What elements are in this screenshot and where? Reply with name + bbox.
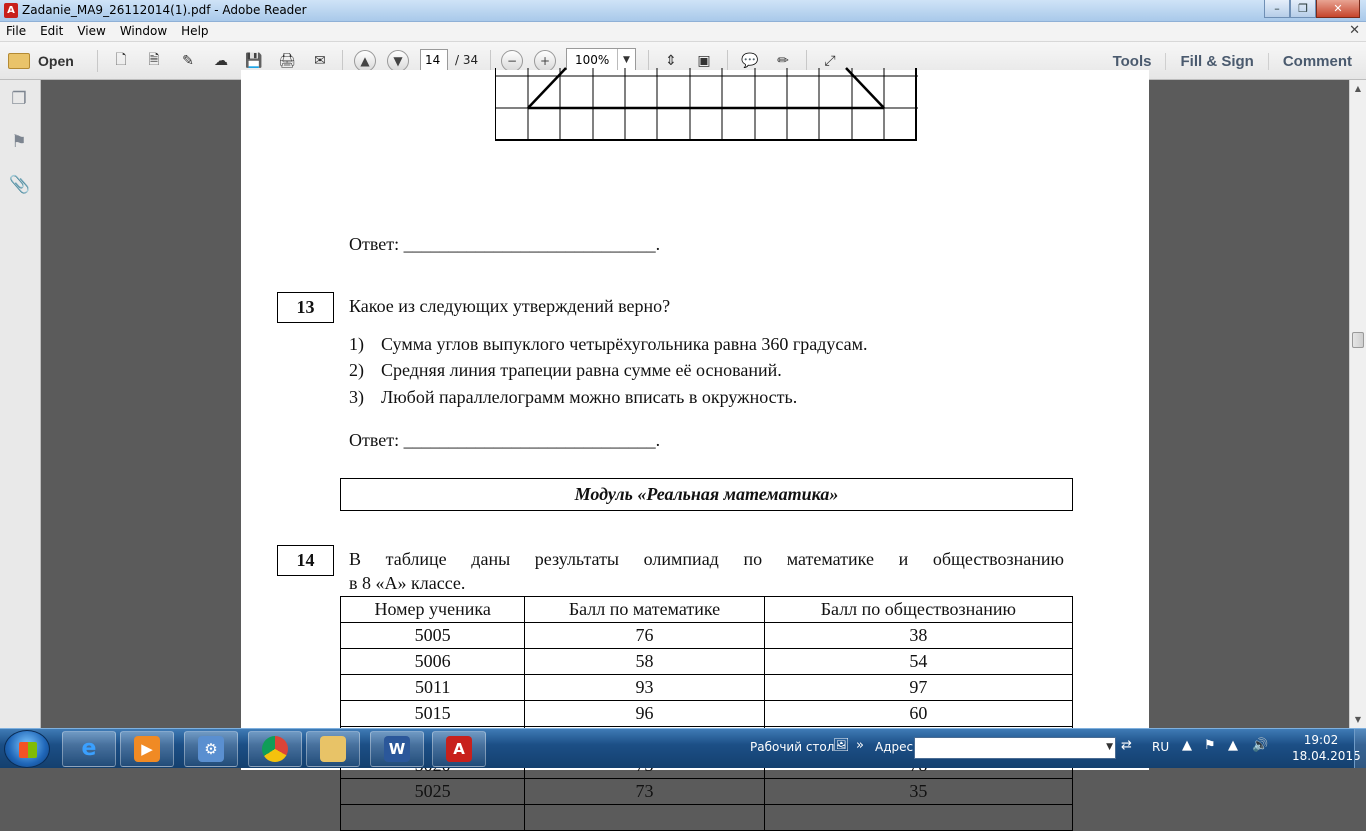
- menu-view[interactable]: View: [77, 24, 106, 38]
- question-14-line-2: в 8 «А» классе.: [349, 573, 466, 593]
- toolbar-separator: [490, 50, 491, 72]
- column-header: Балл по обществознанию: [764, 597, 1072, 623]
- previous-page-button[interactable]: [354, 50, 376, 72]
- go-arrow-icon[interactable]: ⇄: [1121, 738, 1132, 753]
- show-hidden-icons-icon[interactable]: ▲: [1182, 738, 1192, 753]
- cell: [525, 805, 764, 831]
- taskbar-media-player[interactable]: [120, 731, 174, 767]
- bookmark-icon[interactable]: ⚑: [11, 132, 27, 152]
- plus-icon: +: [534, 50, 556, 72]
- question-number-14: 14: [277, 545, 334, 576]
- option-number: 3): [349, 387, 364, 407]
- cell: 96: [525, 701, 764, 727]
- taskbar-word[interactable]: [370, 731, 424, 767]
- desktop-icon[interactable]: 🖼: [833, 738, 850, 753]
- volume-icon[interactable]: 🔊: [1252, 738, 1269, 753]
- cell: 93: [525, 675, 764, 701]
- trapezoid-figure: [496, 68, 918, 141]
- table-row: [341, 779, 1073, 805]
- comment-icon[interactable]: 💬: [741, 53, 759, 69]
- start-button[interactable]: [4, 730, 50, 768]
- edit-pdf-icon[interactable]: ✎: [182, 53, 194, 69]
- answer-line-13: Ответ: ____________________________.: [349, 430, 661, 450]
- option-1: [349, 334, 867, 355]
- minimize-button[interactable]: –: [1264, 0, 1290, 18]
- question-13-text: Какое из следующих утверждений верно?: [349, 296, 671, 316]
- scroll-up-icon[interactable]: ▲: [1354, 84, 1362, 93]
- table-header-row: [341, 597, 1073, 623]
- arrow-up-icon: ▲: [354, 50, 376, 72]
- windows-logo-icon: [19, 742, 37, 758]
- attachment-icon[interactable]: 📎: [9, 175, 31, 195]
- taskbar-control-panel[interactable]: [184, 731, 238, 767]
- page-thumbnails-icon[interactable]: ❐: [11, 89, 27, 109]
- table-row: [341, 805, 1073, 831]
- close-button[interactable]: ✕: [1316, 0, 1360, 18]
- taskbar-internet-explorer[interactable]: [62, 731, 116, 767]
- desktop-toolbar-label[interactable]: Рабочий стол: [750, 740, 835, 754]
- option-number: 2): [349, 360, 364, 380]
- question-number-13: 13: [277, 292, 334, 323]
- cell: 5025: [341, 779, 525, 805]
- toolbar-separator: [97, 50, 98, 72]
- open-label: Open: [38, 53, 74, 69]
- results-table: [340, 596, 1073, 831]
- chrome-icon: [262, 736, 288, 762]
- option-text: Сумма углов выпуклого четырёхугольника равна 360 градусам.: [381, 334, 868, 354]
- cell: 5011: [341, 675, 525, 701]
- arrow-down-icon: ▼: [387, 50, 409, 72]
- navigation-pane: [0, 80, 41, 728]
- option-2: [349, 360, 782, 381]
- cell: 5006: [341, 649, 525, 675]
- table-row: [341, 649, 1073, 675]
- comment-link[interactable]: Comment: [1268, 53, 1366, 70]
- cell: 35: [764, 779, 1072, 805]
- question-14-line-1: В таблице даны результаты олимпиад по математике и обществознанию: [349, 549, 1064, 569]
- menu-help[interactable]: Help: [181, 24, 209, 38]
- cell: 38: [764, 623, 1072, 649]
- internet-explorer-icon: e: [81, 736, 97, 761]
- menu-file[interactable]: File: [6, 24, 27, 38]
- print-icon[interactable]: 🖨: [278, 53, 296, 69]
- menu-bar: [0, 22, 1366, 42]
- fit-page-icon[interactable]: ▣: [697, 53, 711, 69]
- tools-link[interactable]: Tools: [1112, 52, 1152, 70]
- maximize-button[interactable]: ❐: [1290, 0, 1316, 18]
- fit-width-icon[interactable]: ⇕: [665, 53, 677, 69]
- module-heading: Модуль «Реальная математика»: [340, 478, 1073, 511]
- save-icon[interactable]: 💾: [245, 53, 263, 69]
- cell: 97: [764, 675, 1072, 701]
- chevron-icon[interactable]: »: [856, 738, 864, 753]
- folder-icon: [8, 53, 30, 69]
- taskbar-file-explorer[interactable]: [306, 731, 360, 767]
- show-desktop-button[interactable]: [1354, 729, 1366, 768]
- zoom-value: 100%: [575, 53, 610, 67]
- page-number-input[interactable]: 14: [420, 49, 448, 71]
- option-text: Любой параллелограмм можно вписать в окружность.: [381, 387, 798, 407]
- menu-edit[interactable]: Edit: [40, 24, 64, 38]
- email-icon[interactable]: ✉: [314, 53, 326, 69]
- expand-icon[interactable]: ⤢: [824, 53, 836, 69]
- window-title: Zadanie_MA9_26112014(1).pdf - Adobe Reader: [22, 3, 307, 17]
- table-row: [341, 701, 1073, 727]
- highlight-icon[interactable]: ✏: [777, 53, 789, 69]
- clock[interactable]: [1292, 732, 1361, 764]
- title-bar: [0, 0, 1366, 22]
- cell: 60: [764, 701, 1072, 727]
- taskbar-adobe-reader[interactable]: [432, 731, 486, 767]
- upload-cloud-icon[interactable]: ☁: [214, 53, 228, 69]
- column-header: Балл по математике: [525, 597, 764, 623]
- create-pdf-icon[interactable]: 🗋: [115, 52, 127, 68]
- cell: 54: [764, 649, 1072, 675]
- cell: 76: [525, 623, 764, 649]
- vertical-scrollbar[interactable]: [1349, 80, 1366, 728]
- next-page-button[interactable]: [387, 50, 409, 72]
- toolbar-separator: [342, 50, 343, 72]
- network-icon[interactable]: ▲: [1228, 738, 1238, 753]
- clock-time: 19:02: [1303, 733, 1339, 747]
- minus-icon: −: [501, 50, 523, 72]
- scroll-down-icon[interactable]: ▼: [1354, 715, 1362, 724]
- taskbar-chrome[interactable]: [248, 731, 302, 767]
- option-number: 1): [349, 334, 364, 354]
- fill-sign-link[interactable]: Fill & Sign: [1165, 53, 1267, 70]
- cell: 5015: [341, 701, 525, 727]
- address-label: Адрес: [875, 740, 914, 754]
- close-document-icon[interactable]: ✕: [1349, 23, 1360, 38]
- answer-line-12: Ответ: ____________________________.: [349, 234, 661, 254]
- menu-window[interactable]: Window: [119, 24, 168, 38]
- word-icon: W: [384, 736, 410, 762]
- scroll-thumb[interactable]: [1352, 332, 1364, 348]
- page-total: / 34: [455, 53, 479, 67]
- cell: 58: [525, 649, 764, 675]
- cell: 73: [525, 779, 764, 805]
- table-row: [341, 675, 1073, 701]
- figure-grid: [495, 68, 917, 141]
- option-text: Средняя линия трапеции равна сумме её оснований.: [381, 360, 782, 380]
- adobe-reader-icon: A: [4, 3, 18, 18]
- pdf-page: [241, 70, 1149, 801]
- open-button[interactable]: [8, 50, 84, 72]
- adobe-reader-icon: A: [446, 736, 472, 762]
- flag-icon[interactable]: ⚑: [1204, 738, 1216, 753]
- chevron-down-icon[interactable]: ▼: [1106, 742, 1113, 752]
- control-panel-icon: ⚙: [198, 736, 224, 762]
- option-3: [349, 387, 797, 408]
- chevron-down-icon[interactable]: ▼: [617, 49, 635, 71]
- column-header: Номер ученика: [341, 597, 525, 623]
- folder-icon: [320, 736, 346, 762]
- cell: 5005: [341, 623, 525, 649]
- cell: [341, 805, 525, 831]
- clock-date: 18.04.2015: [1292, 749, 1361, 763]
- address-input[interactable]: [914, 737, 1116, 759]
- export-pdf-icon[interactable]: 🗎: [148, 52, 160, 68]
- language-indicator[interactable]: RU: [1152, 740, 1170, 754]
- media-player-icon: ▶: [134, 736, 160, 762]
- cell: [764, 805, 1072, 831]
- table-row: [341, 623, 1073, 649]
